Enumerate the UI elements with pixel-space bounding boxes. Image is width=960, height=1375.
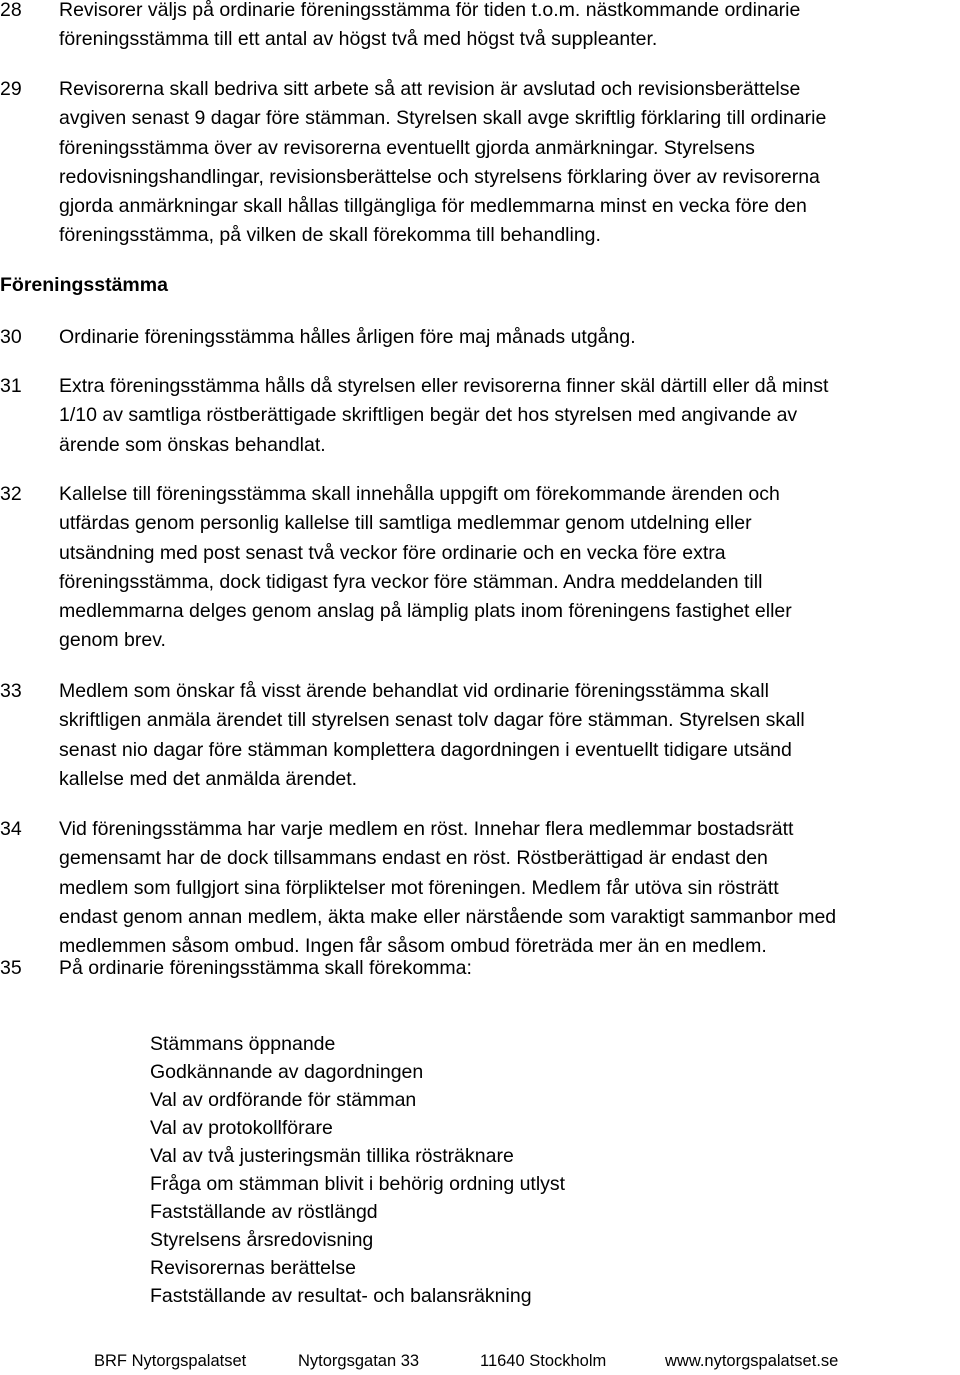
text-line: gemensamt har de dock tillsammans endast en röst. Röstberättigad är endast den <box>59 847 768 870</box>
text-line: kallelse med det anmälda ärendet. <box>59 767 358 790</box>
list-item-text: Fastställande av resultat- och balansräkning <box>150 1285 532 1307</box>
list-item-text: Stämmans öppnande <box>150 1033 336 1055</box>
section-text <box>59 954 472 983</box>
text-line: föreningsstämma till ett antal av högst två med högst två suppleanter. <box>59 28 658 51</box>
section-text <box>59 75 826 251</box>
text-line: medlem som fullgjort sina förpliktelser mot föreningen. Medlem får utöva sin rösträtt <box>59 876 779 899</box>
text-line: Kallelse till föreningsstämma skall innehålla uppgift om förekommande ärenden och <box>59 483 780 505</box>
section-text <box>59 0 800 55</box>
text-line: utfärdas genom personlig kallelse till samtliga medlemmar genom utdelning eller <box>59 512 752 535</box>
text-line: gjorda anmärkningar skall hållas tillgängliga för medlemmarna minst en vecka före den <box>59 195 807 218</box>
page-footer <box>0 1349 960 1373</box>
section-number: 29 <box>0 78 22 100</box>
footer-website: www.nytorgspalatset.se <box>665 1352 839 1370</box>
text-line: medlemmarna delges genom anslag på lämplig plats inom föreningens fastighet eller <box>59 600 792 623</box>
text-line: Vid föreningsstämma har varje medlem en röst. Innehar flera medlemmar bostadsrätt <box>59 818 794 840</box>
text-line: föreningsstämma, på vilken de skall förekomma till behandling. <box>59 224 601 247</box>
list-item-text: Fastställande av röstlängd <box>150 1201 378 1223</box>
section-heading: Föreningsstämma <box>0 274 168 296</box>
list-item-text: Godkännande av dagordningen <box>150 1061 424 1083</box>
text-line: genom brev. <box>59 629 166 652</box>
section-text <box>59 815 836 961</box>
section-text <box>59 372 828 460</box>
text-line: Ordinarie föreningsstämma hålles årligen före maj månads utgång. <box>59 326 636 348</box>
text-line: utsändning med post senast två veckor före ordinarie och en vecka före extra <box>59 541 726 564</box>
list-item-text: Revisorernas berättelse <box>150 1257 356 1279</box>
list-item-text: Fråga om stämman blivit i behörig ordning utlyst <box>150 1173 566 1195</box>
footer-street-address: Nytorgsgatan 33 <box>298 1352 420 1370</box>
text-line: föreningsstämma, dock tidigast fyra veckor före stämman. Andra meddelanden till <box>59 570 763 593</box>
section-number: 30 <box>0 326 22 348</box>
text-line: Medlem som önskar få visst ärende behandlat vid ordinarie föreningsstämma skall <box>59 680 769 702</box>
list-item-text: Val av ordförande för stämman <box>150 1089 417 1111</box>
section-text <box>59 480 792 656</box>
text-line: endast genom annan medlem, äkta make eller närstående som varaktigt sammanbor med <box>59 905 837 928</box>
text-line: föreningsstämma över av revisorerna eventuellt gjorda anmärkningar. Styrelsens <box>59 136 755 159</box>
text-line: medlemmen såsom ombud. Ingen får såsom ombud företräda mer än en medlem. <box>59 935 767 958</box>
footer-postal-city: 11640 Stockholm <box>480 1352 607 1370</box>
text-line: ärende som önskas behandlat. <box>59 433 326 456</box>
text-line: Revisorerna skall bedriva sitt arbete så att revision är avslutad och revisionsberättelse <box>59 78 801 100</box>
text-line: senast nio dagar före stämman komplettera dagordningen i eventuellt tidigare utsänd <box>59 738 792 761</box>
text-line: redovisningshandlingar, revisionsberättelse och styrelsens förklaring över av revisorerna <box>59 165 820 188</box>
text-line: Extra föreningsstämma hålls då styrelsen eller revisorerna finner skäl därtill eller då minst <box>59 375 829 397</box>
text-line: avgiven senast 9 dagar före stämman. Styrelsen skall avge skriftlig förklaring till ordinarie <box>59 107 827 130</box>
section-text <box>59 323 636 352</box>
section-text <box>59 677 805 794</box>
list-item-text: Val av protokollförare <box>150 1117 333 1139</box>
section-number: 28 <box>0 0 22 21</box>
section-number: 31 <box>0 375 22 397</box>
text-line: 1/10 av samtliga röstberättigade skriftligen begär det hos styrelsen med angivande av <box>59 404 798 427</box>
text-line: På ordinarie föreningsstämma skall förekomma: <box>59 957 472 979</box>
section-number: 35 <box>0 957 22 979</box>
text-line: Revisorer väljs på ordinarie föreningsstämma för tiden t.o.m. nästkommande ordinarie <box>59 0 801 21</box>
section-number: 34 <box>0 818 22 840</box>
section-number: 33 <box>0 680 22 702</box>
footer-org-name: BRF Nytorgspalatset <box>94 1352 247 1370</box>
text-line: skriftligen anmäla ärendet till styrelsen senast tolv dagar före stämman. Styrelsen skall <box>59 709 805 732</box>
list-item-text: Val av två justeringsmän tillika rösträknare <box>150 1145 514 1167</box>
list-item-text: Styrelsens årsredovisning <box>150 1229 374 1251</box>
section-number: 32 <box>0 483 22 505</box>
